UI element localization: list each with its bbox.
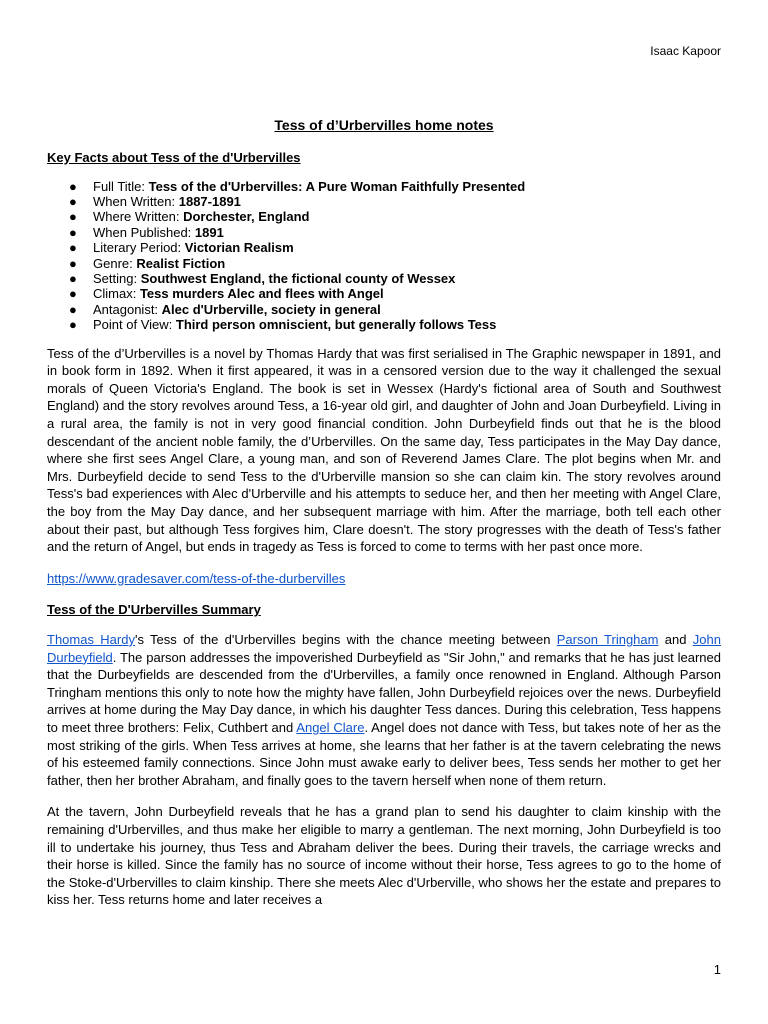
key-fact-item [47,179,721,194]
key-fact-label: Antagonist: [93,301,162,317]
key-fact-value: 1887-1891 [178,194,241,209]
key-fact-item [47,317,721,332]
link-parson-tringham[interactable]: Parson Tringham [556,631,659,647]
summary-text-4: . Angel does not dance with Tess, but takes note of her as the most striking of the girls. When Tess arrives at home, she learns that her father is at the tavern celebrating the news of his esteemed family connections. Since John must awake early to deliver bees, Tess sends her mother to get her father, then her brother Abraham, and finally goes to the tavern herself when none of them return. [47,719,721,788]
key-facts-heading: Key Facts about Tess of the d'Urbervilles [47,150,301,165]
key-fact-item [47,302,721,317]
key-fact-value: Southwest England, the fictional county of Wessex [140,271,456,287]
key-fact-value: Victorian Realism [184,240,294,256]
key-fact-item [47,209,721,224]
key-fact-label: Literary Period: [93,240,185,256]
key-fact-item [47,225,721,240]
summary-text-1: 's Tess of the d'Urbervilles begins with the chance meeting between [134,631,557,647]
bullet-icon: ● [69,194,77,209]
intro-paragraph: Tess of the d’Urbervilles is a novel by Thomas Hardy that was first serialised in The Graphic newspaper in 1891, and in book form in 1892. When it first appeared, it was in a censored version due to the way it challenged the sexual morals of Queen Victoria's England. The book is set in Wessex (Hardy's fictional area of South and Southwest England) and the story revolves around Tess, a 16-year old girl, and daughter of John and Joan Durbeyfield. Living in a rural area, the family is not in very good financial condition. John Durbeyfield finds out that he is the blood descendant of the ancient noble family, the d’Urbervilles. On the same day, Tess participates in the May Day dance, where she first sees Angel Clare, a young man, and son of Reverend James Clare. The plot begins when Mr. and Mrs. Durbeyfield decide to send Tess to the d'Urberville mansion so she can claim kin. The story revolves around Tess's bad experiences with Alec d'Urberville and his attempts to seduce her, and then her meeting with Angel Clare, the boy from the May Day dance, and her subsequent marriage with him. After the marriage, both tell each other about their past, but although Tess forgives him, Clare doesn't. The story progresses with the death of Tess's father and the return of Angel, but ends in tragedy as Tess is forced to come to terms with her past once more. [47,345,721,555]
key-fact-label: Full Title: [93,178,149,194]
key-fact-value: Tess of the d'Urbervilles: A Pure Woman Faithfully Presented [148,178,526,194]
key-fact-label: Genre: [93,255,137,271]
source-link-paragraph [47,570,721,588]
key-fact-label: When Written: [93,194,179,209]
summary-text-3: . The parson addresses the impoverished Durbeyfield as "Sir John," and remarks that he has just learned that the Durbeyfields are descended from the d'Urbervilles, a family once renowned in England. Although Parson Tringham mentions this only to note how the mighty have fallen, John Durbeyfield rejoices over the news. Durbeyfield arrives at home during the May Day dance, in which his daughter Tess dances. During this celebration, Tess happens to meet three brothers: Felix, Cuthbert and [47,649,721,735]
key-fact-label: Point of View: [93,317,176,333]
bullet-icon: ● [69,240,77,256]
source-link[interactable]: https://www.gradesaver.com/tess-of-the-durbervilles [47,570,346,586]
document-title: Tess of d’Urbervilles home notes [274,117,494,133]
key-fact-item [47,271,721,286]
key-fact-label: Climax: [93,286,140,302]
key-fact-item [47,256,721,271]
key-fact-value: Third person omniscient, but generally follows Tess [175,317,497,333]
bullet-icon: ● [69,271,77,287]
summary-heading: Tess of the D'Urbervilles Summary [47,602,261,618]
key-fact-value: 1891 [194,224,224,240]
bullet-icon: ● [69,255,77,271]
bullet-icon: ● [69,178,77,194]
bullet-icon: ● [69,286,77,302]
summary-paragraph-1 [47,631,721,789]
summary-paragraph-2: At the tavern, John Durbeyfield reveals that he has a grand plan to send his daughter to claim kinship with the remaining d'Urbervilles, and thus make her eligible to marry a gentleman. The next morning, John Durbeyfield is too ill to undertake his journey, thus Tess and Abraham deliver the bees. During their travels, the carriage wrecks and their horse is killed. Since the family has no source of income without their horse, Tess agrees to go to the home of the Stoke-d'Urbervilles to claim kinship. There she meets Alec d'Urberville, who shows her the estate and prepares to kiss her. Tess returns home and later receives a [47,804,721,908]
link-angel-clare[interactable]: Angel Clare [296,719,365,735]
link-thomas-hardy[interactable]: Thomas Hardy [47,631,135,647]
bullet-icon: ● [69,209,77,225]
page-number: 1 [713,962,721,977]
bullet-icon: ● [69,301,77,317]
bullet-icon: ● [69,317,77,333]
key-fact-value: Realist Fiction [136,255,226,271]
key-fact-label: Setting: [93,271,141,287]
bullet-icon: ● [69,224,77,240]
key-fact-item [47,240,721,255]
document-body [47,149,721,923]
key-fact-label: Where Written: [93,209,184,225]
header-author: Isaac Kapoor [650,44,721,58]
key-fact-item [47,286,721,301]
key-facts-list [47,179,721,333]
key-fact-item [47,194,721,209]
summary-text-2: and [658,631,693,647]
key-fact-value: Tess murders Alec and flees with Angel [139,286,384,302]
key-fact-value: Alec d'Urberville, society in general [161,301,381,317]
key-fact-value: Dorchester, England [183,209,310,225]
key-fact-label: When Published: [93,224,195,240]
link-john-durbeyfield[interactable]: John Durbeyfield [47,631,721,665]
